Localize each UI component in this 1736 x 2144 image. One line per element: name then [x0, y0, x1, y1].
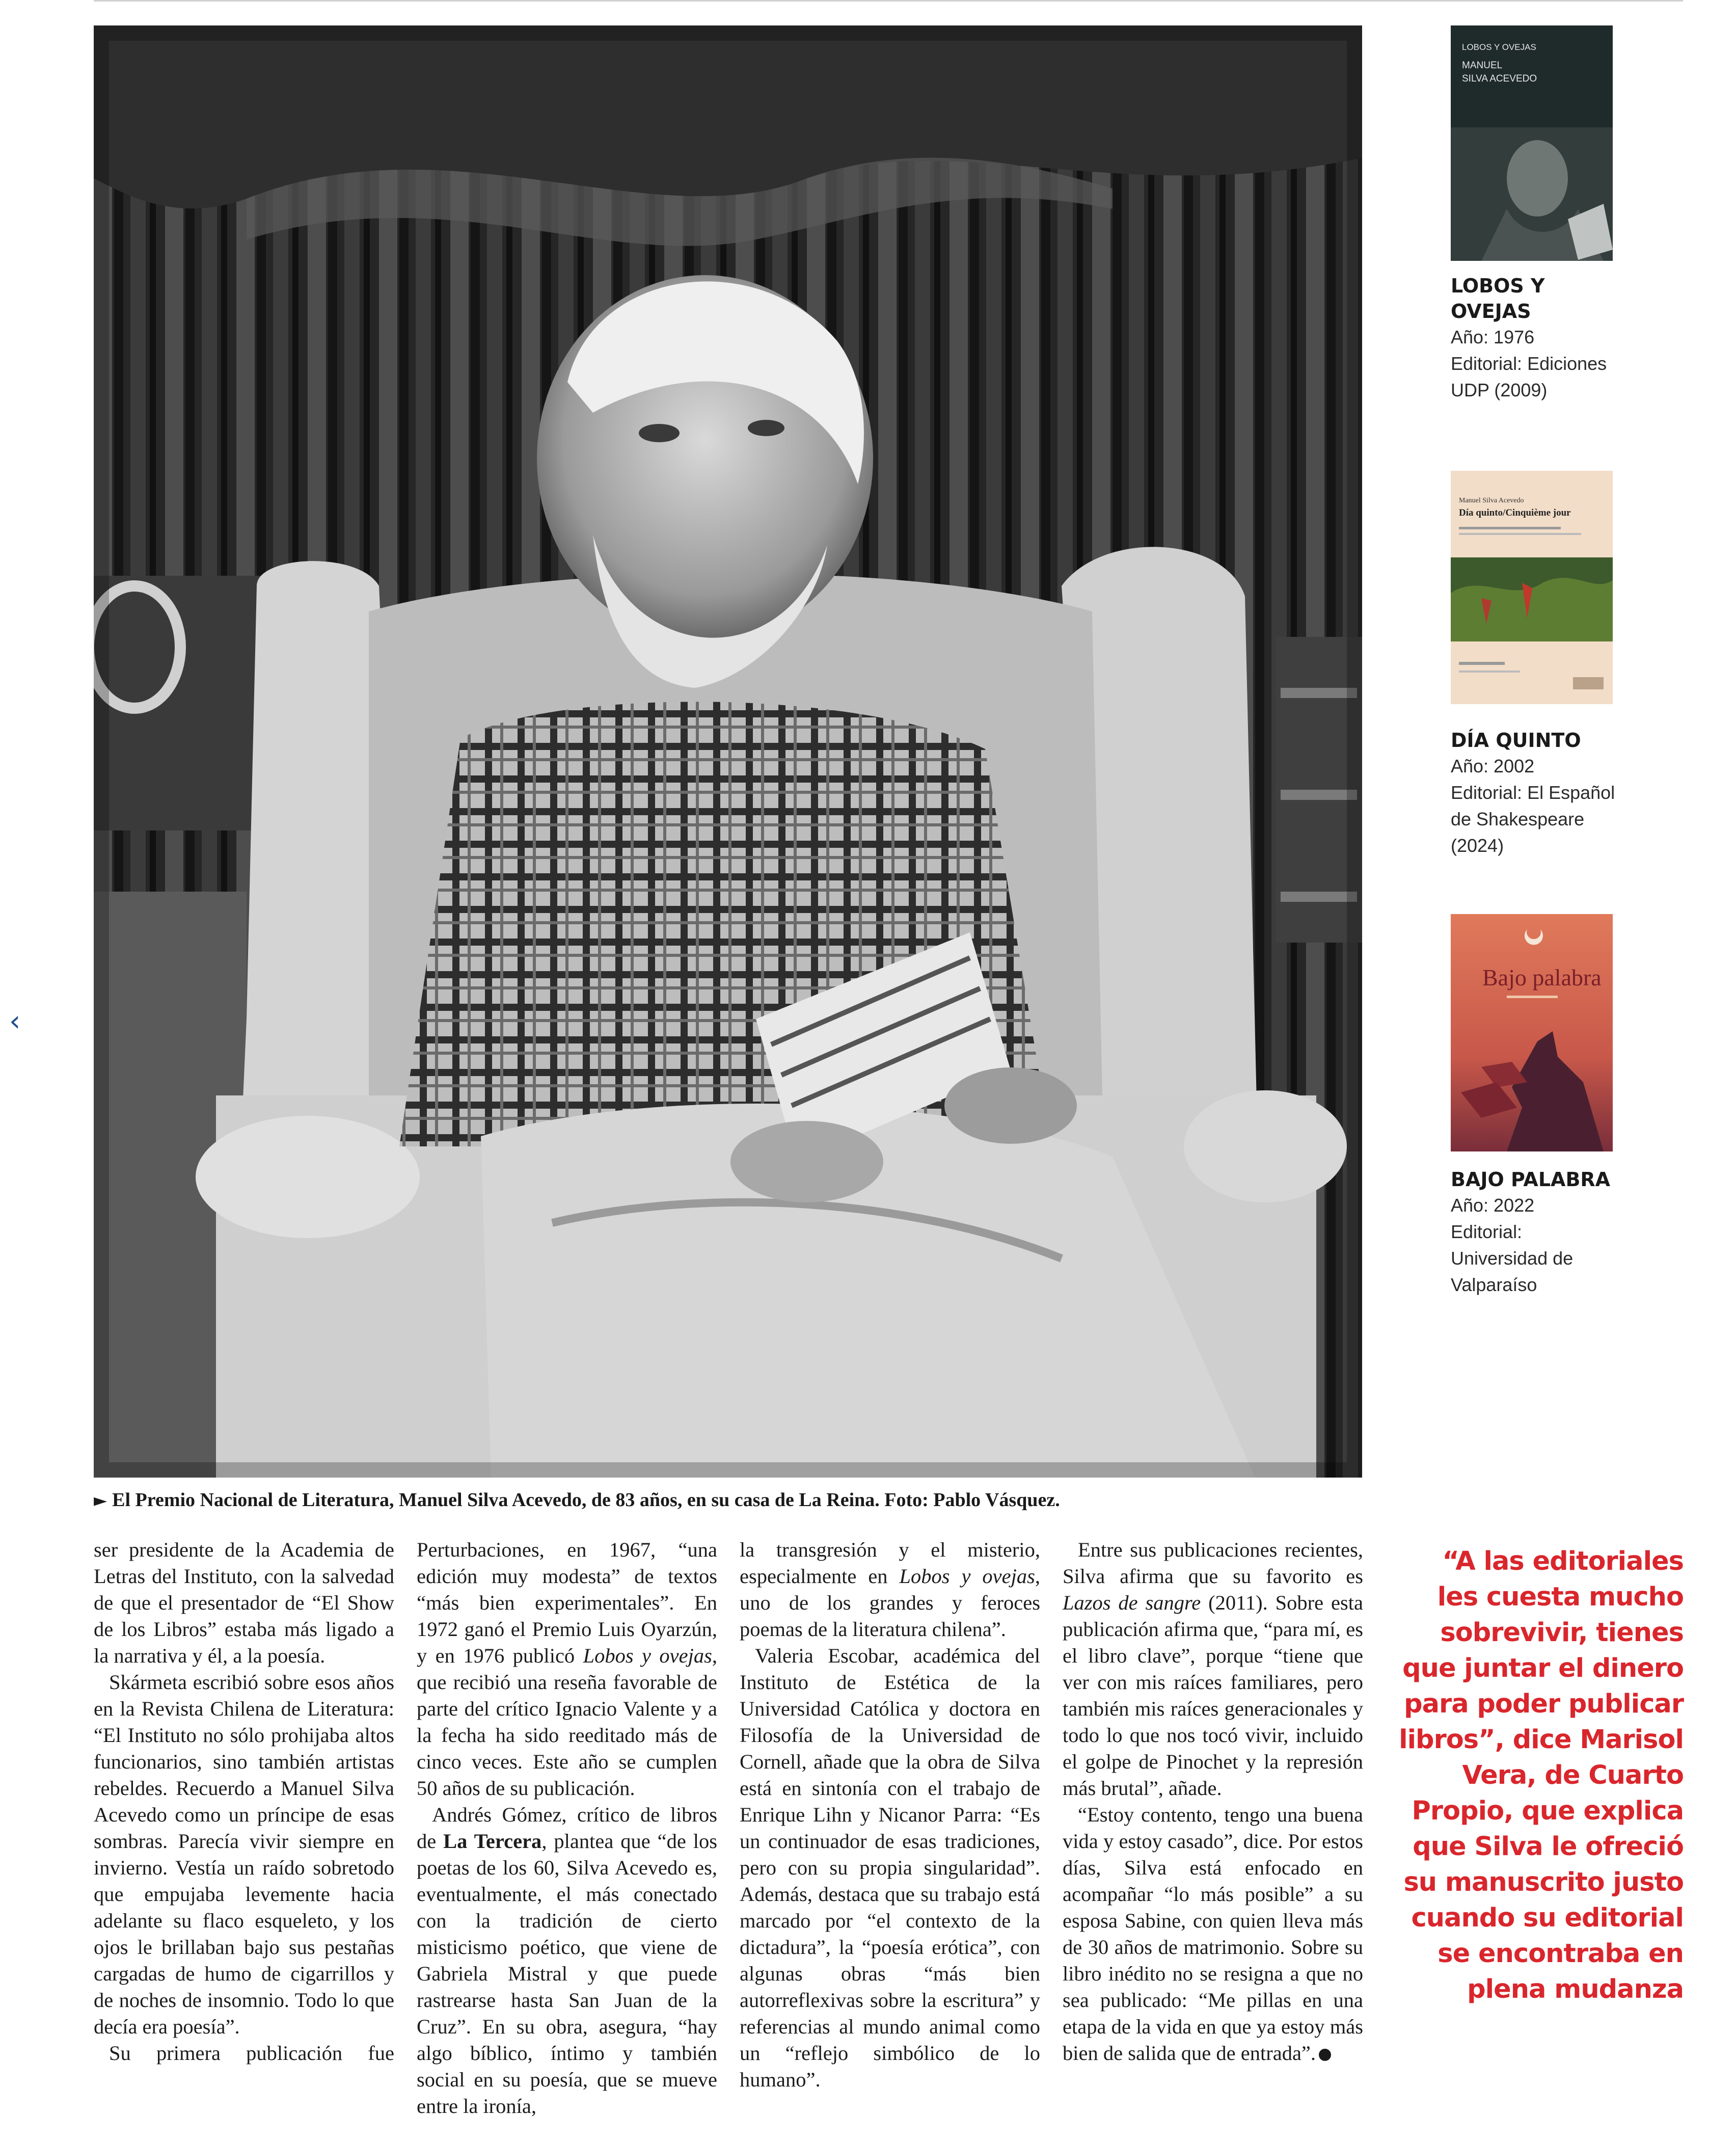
paragraph [740, 1537, 1040, 1643]
main-photo [94, 25, 1362, 1478]
paragraph [1063, 1537, 1363, 1802]
book-cover[interactable] [1451, 914, 1613, 1151]
paragraph [417, 1802, 717, 2120]
book-dia-quinto [1451, 471, 1619, 859]
text-run: Andrés Gómez, crítico de libros de [417, 1803, 717, 1853]
book-title-italic: Lobos y ovejas [899, 1565, 1035, 1588]
book-bajo-palabra [1451, 914, 1619, 1298]
book-title: DÍA QUINTO [1451, 729, 1581, 752]
book-editorial: Editorial: El Español de Shakespeare (2024) [1451, 782, 1615, 856]
book-title: BAJO PALABRA [1451, 1168, 1611, 1191]
body-column-1 [94, 1537, 394, 2067]
top-rule [94, 0, 1683, 2]
book-editorial: Editorial: Ediciones UDP (2009) [1451, 353, 1607, 400]
portrait-illustration [94, 25, 1362, 1478]
cover-line: SILVA ACEVEDO [1462, 73, 1537, 84]
book-cover[interactable] [1451, 471, 1613, 704]
book-year: Año: 2022 [1451, 1195, 1535, 1216]
text-run: Perturbaciones, en 1967, “una edición muy modesta” de textos “más bien experimentales”. En 1972 ganó el Premio Luis Oyarzún, y en 1976 publicó [417, 1538, 717, 1667]
paragraph: Valeria Escobar, académica del Instituto de Estética de la Universidad Católica y doctora en Filosofía de la Universidad de Cornell, añade que la obra de Silva está en sintonía con el trabajo de Enrique Lihn y Nicanor Parra: “Es un continuador de esas tradiciones, pero con su propia singularidad”. Además, destaca que su trabajo está marcado por “el contexto de la dictadura”, la “poesía erótica”, con algunas obras “más bien autorreflexivas sobre la escritura” y referencias al mundo animal como un “reflejo simbólico de lo humano”. [740, 1644, 1040, 2091]
book-year: Año: 1976 [1451, 327, 1535, 347]
text-run: , uno de los grandes y feroces poemas de la literatura chilena”. [740, 1565, 1040, 1641]
book-year: Año: 2002 [1451, 756, 1535, 776]
book-title: LOBOS Y OVEJAS [1451, 275, 1545, 323]
pull-quote: “A las editoriales les cuesta mucho sobrevivir, tienes que juntar el dinero para poder publicar libros”, dice Marisol Vera, de Cuarto Propio, que explica que Silva le ofreció su manuscrito justo cuando su editorial se encontraba en plena mudanza [1399, 1546, 1684, 2004]
body-column-3 [740, 1537, 1040, 2093]
paragraph [417, 1537, 717, 1802]
paragraph [1063, 1802, 1363, 2067]
cover-line: MANUEL [1462, 60, 1503, 71]
book-cover[interactable] [1451, 25, 1613, 261]
cover-line: Día quinto/Cinquième jour [1459, 507, 1571, 518]
text-run: la transgresión y el misterio, especialmente en [740, 1538, 1040, 1588]
paragraph: Su primera publicación fue [109, 2042, 394, 2065]
book-title-italic: Lazos de sangre [1063, 1591, 1201, 1614]
cover-line: Bajo palabra [1482, 964, 1602, 990]
text-run: (2011). Sobre esta publicación afirma que, “para mí, es el libro clave”, porque “tiene que ver con mis raíces familiares, pero también mis raíces generacionales y todo lo que nos tocó vivir, incluido el golpe de Pinochet y la represión más brutal”, añade. [1063, 1591, 1363, 1800]
caption-text: El Premio Nacional de Literatura, Manuel Silva Acevedo, de 83 años, en su casa de La Reina. Foto: Pablo Vásquez. [112, 1489, 1060, 1511]
book-lobos-y-ovejas [1451, 25, 1619, 404]
newspaper-name: La Tercera [443, 1830, 542, 1853]
paragraph: Skármeta escribió sobre esos años en la Revista Chilena de Literatura: “El Instituto no sólo prohijaba altos funcionarios, sino también artistas rebeldes. Recuerdo a Manuel Silva Acevedo como un príncipe de esas sombras. Parecía vivir siempre en invierno. Vestía un raído sobretodo que empujaba levemente hacia adelante su flaco esqueleto, y los ojos le brillaban bajo sus pestañas cargadas de humo de cigarrillos y de noches de insomnio. Todo lo que decía era poesía”. [94, 1671, 394, 2038]
end-mark-icon [1319, 2049, 1331, 2061]
book-title-italic: Lobos y ovejas [583, 1644, 712, 1667]
book-editorial: Editorial: Universidad de Valparaíso [1451, 1221, 1574, 1295]
body-column-2 [417, 1537, 717, 2120]
text-run: Entre sus publicaciones recientes, Silva afirma que su favorito es [1063, 1538, 1363, 1588]
paragraph: ser presidente de la Academia de Letras del Instituto, con la salvedad de que el presentador de “El Show de los Libros” estaba más ligado a la narrativa y él, a la poesía. [94, 1538, 394, 1667]
chevron-left-icon[interactable]: ‹ [9, 1005, 21, 1038]
cover-line: LOBOS Y OVEJAS [1462, 42, 1536, 52]
body-column-4 [1063, 1537, 1363, 2067]
text-run: , que recibió una reseña favorable de parte del crítico Ignacio Valente y a la fecha ha sido reeditado más de cinco veces. Este año se cumplen 50 años de su publicación. [417, 1644, 717, 1800]
photo-caption [94, 1489, 1367, 1511]
text-run: , plantea que “de los poetas de los 60, Silva Acevedo es, eventualmente, el más conectado con la tradición de cierto misticismo poético, que viene de Gabriela Mistral y que puede rastrearse hasta San Juan de la Cruz”. En su obra, asegura, “hay algo bíblico, íntimo y también social en su poesía, que se mueve entre la ironía, [417, 1830, 717, 2118]
text-run: “Estoy contento, tengo una buena vida y estoy casado”, dice. Por estos días, Silva está enfocado en acompañar “lo más posible” a su esposa Sabine, con quien lleva más de 30 años de matrimonio. Sobre su libro inédito no se resigna a que no sea publicado: “Me pillas en una etapa de la vida en que ya estoy más bien de salida que de entrada”. [1063, 1803, 1363, 2065]
triangle-right-icon: ► [94, 1490, 107, 1511]
cover-line: Manuel Silva Acevedo [1459, 497, 1524, 504]
